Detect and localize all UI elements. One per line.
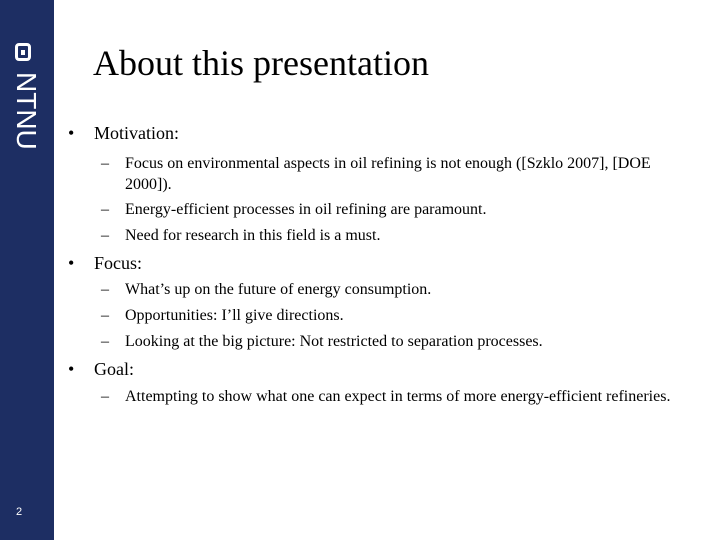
- sub-item: [101, 279, 686, 300]
- ntnu-logo-text: NTNU: [11, 72, 42, 150]
- dash-icon: –: [101, 281, 109, 298]
- dash-icon: –: [101, 333, 109, 350]
- dash-icon: –: [101, 227, 109, 244]
- dash-icon: –: [101, 155, 109, 172]
- sub-item-text: Focus on environmental aspects in oil refining is not enough ([Szklo 2007], [DOE 2000]).: [125, 155, 651, 193]
- bullet-icon: •: [68, 359, 75, 379]
- dash-icon: –: [101, 388, 109, 405]
- sub-item-text: Attempting to show what one can expect in terms of more energy-efficient refineries.: [125, 388, 671, 405]
- bullet-icon: •: [68, 123, 75, 143]
- sub-item-text: Opportunities: I’ll give directions.: [125, 307, 344, 324]
- bullet-heading: Focus:: [94, 253, 143, 273]
- sidebar: [0, 0, 54, 540]
- bullet-motivation: [68, 122, 179, 144]
- bullet-icon: •: [68, 253, 75, 273]
- sub-item: [101, 153, 686, 195]
- bullet-heading: Motivation:: [94, 123, 179, 143]
- sub-item-text: What’s up on the future of energy consumption.: [125, 281, 432, 298]
- page-number: 2: [16, 506, 23, 518]
- sub-item-text: Energy-efficient processes in oil refining are paramount.: [125, 201, 487, 218]
- ntnu-logo-icon: [15, 43, 31, 61]
- sub-item: [101, 386, 686, 407]
- bullet-focus: [68, 252, 142, 274]
- dash-icon: –: [101, 307, 109, 324]
- bullet-goal: [68, 358, 134, 380]
- sub-item: [101, 225, 686, 246]
- bullet-heading: Goal:: [94, 359, 134, 379]
- sub-item-text: Looking at the big picture: Not restricted to separation processes.: [125, 333, 543, 350]
- sub-item-text: Need for research in this field is a must.: [125, 227, 381, 244]
- sub-item: [101, 331, 686, 352]
- sub-item: [101, 305, 686, 326]
- slide-title: About this presentation: [93, 43, 429, 83]
- sub-item: [101, 199, 686, 220]
- dash-icon: –: [101, 201, 109, 218]
